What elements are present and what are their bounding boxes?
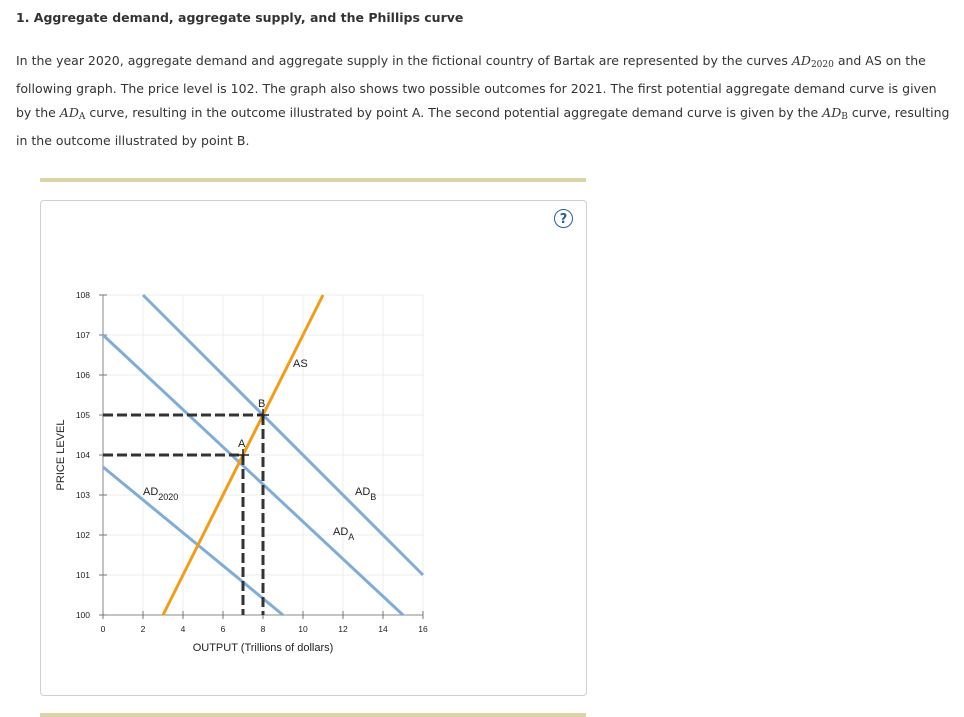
curve-label-ad2020: $AD_{2020}$ xyxy=(143,486,179,502)
x-tick-label: 8 xyxy=(260,624,266,634)
x-tick-label: 6 xyxy=(220,624,226,634)
x-axis-title: OUTPUT (Trillions of dollars) xyxy=(192,642,334,654)
intro-text-4: curve, resulting in the outcome illustrated by point B. xyxy=(16,105,950,148)
ad2020-term: $AD_{2020}$ xyxy=(791,53,834,70)
x-tick-label: 2 xyxy=(140,624,146,634)
curve-label-adb: $AD_B$ xyxy=(355,486,377,502)
intro-text-2: and AS on the following graph. The price level is 102. The graph also shows two possible outcomes for 2021. The first potential aggregate demand curve is given by the xyxy=(16,53,937,120)
intro-text-3: curve, resulting in the outcome illustrated by point A. The second potential aggregate demand curve is given by the xyxy=(85,105,823,120)
y-tick-label: 100 xyxy=(75,610,90,620)
curve-label-as: AS xyxy=(293,358,308,370)
x-tick-label: 10 xyxy=(298,624,308,634)
point-label-a: A xyxy=(238,438,246,450)
x-tick-label: 12 xyxy=(338,624,348,634)
y-tick-label: 105 xyxy=(75,410,90,420)
curve-label-ada: $AD_A$ xyxy=(333,526,355,542)
intro-text-1: In the year 2020, aggregate demand and aggregate supply in the fictional country of Bartak are represented by the curves xyxy=(16,53,792,68)
ada-term: $AD_A$ xyxy=(59,105,86,122)
bottom-divider xyxy=(40,713,586,717)
x-tick-label: 0 xyxy=(100,624,106,634)
y-axis-title: PRICE LEVEL xyxy=(55,419,67,491)
y-tick-label: 102 xyxy=(75,530,90,540)
y-tick-label: 103 xyxy=(75,490,90,500)
y-tick-label: 104 xyxy=(75,450,90,460)
help-icon[interactable]: ? xyxy=(554,209,573,228)
page-title: 1. Aggregate demand, aggregate supply, and the Phillips curve xyxy=(16,10,464,25)
x-tick-label: 4 xyxy=(180,624,186,634)
y-tick-label: 101 xyxy=(75,570,90,580)
curve-ada xyxy=(103,335,403,615)
y-tick-label: 107 xyxy=(75,330,90,340)
curve-ad2020 xyxy=(103,467,283,615)
adb-term: $AD_B$ xyxy=(822,105,848,122)
point-label-b: B xyxy=(258,398,266,410)
y-tick-label: 106 xyxy=(75,370,90,380)
x-tick-label: 14 xyxy=(378,624,388,634)
x-tick-label: 16 xyxy=(418,624,428,634)
y-tick-label: 108 xyxy=(75,290,90,300)
